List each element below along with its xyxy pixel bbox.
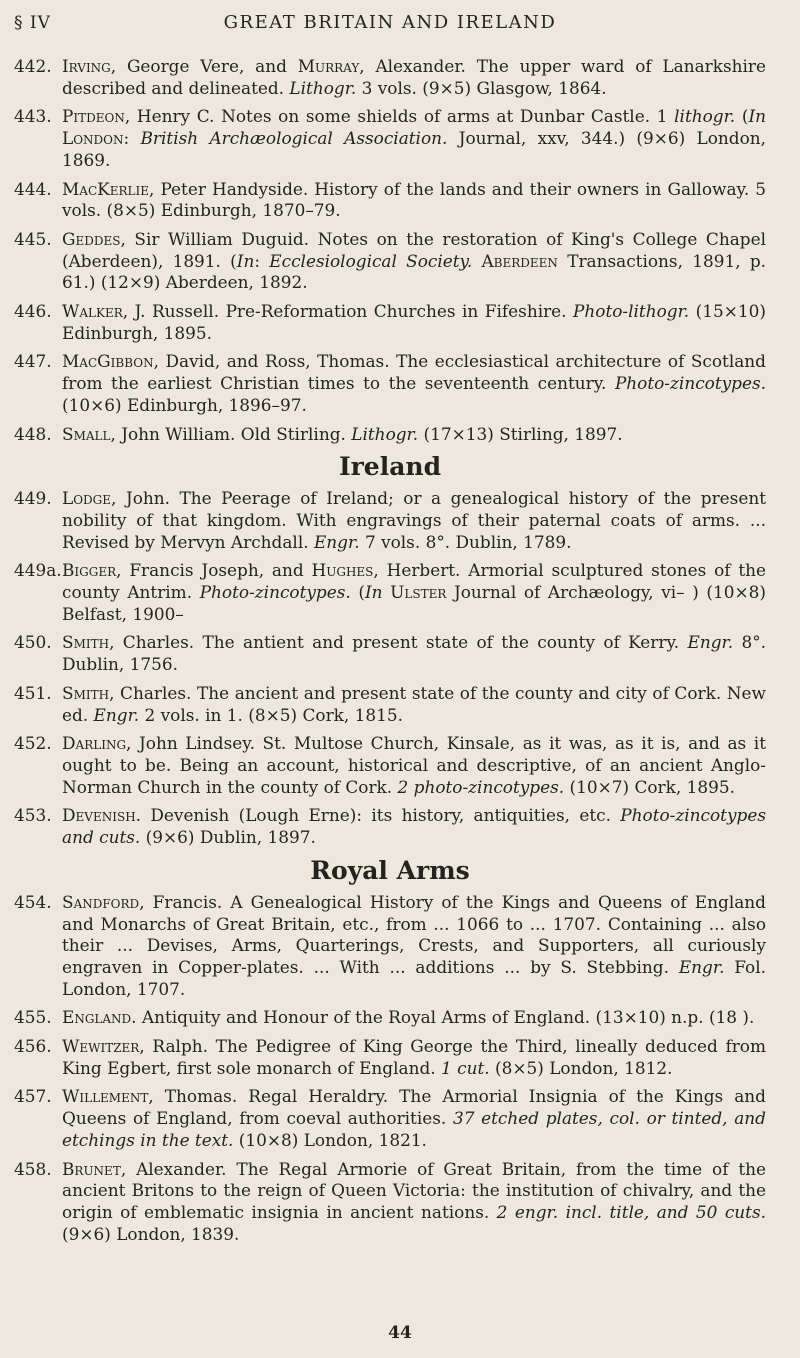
- entry-number: 455.: [14, 1007, 52, 1028]
- italic-text: Lithogr.: [351, 423, 419, 444]
- entry-text: [62, 351, 766, 416]
- plain-text: Fol. London, 1707.: [62, 956, 767, 999]
- entry: [14, 351, 766, 416]
- italic-text: 37 etched plates, col. or tinted, and etchings in the text.: [62, 1108, 766, 1150]
- plain-text: , David, and Ross, Thomas. The ecclesiastical architecture of Scotland from the earliest Christian times to the seventeenth century.: [62, 351, 766, 394]
- plain-text: (8×5) London, 1812.: [489, 1057, 673, 1078]
- entry-number: 458.: [14, 1158, 52, 1179]
- italic-text: In: [748, 106, 766, 127]
- author-name: Bigger: [62, 560, 117, 581]
- plain-text: , John. The Peerage of Ireland; or a genealogical history of the present nobility of that kingdom. With engravings of their paternal coats of arms. ... Revised by Mervyn Archdall.: [62, 488, 766, 552]
- italic-text: 1 cut.: [441, 1057, 490, 1078]
- entry-text: [62, 229, 766, 294]
- entry: [14, 424, 766, 446]
- entry: [14, 733, 766, 798]
- plain-text: , George Vere, and: [110, 56, 298, 76]
- italic-text: lithogr.: [674, 106, 736, 127]
- plain-text: (10×6) Edinburgh, 1896–97.: [62, 394, 307, 415]
- entry-number: 457.: [14, 1086, 52, 1107]
- plain-text: , Herbert. Armorial sculptured stones of the county Antrim.: [62, 560, 766, 603]
- italic-text: Photo-zincotypes and cuts.: [62, 805, 766, 848]
- author-name: Willement: [62, 1086, 149, 1107]
- section-heading-royal-arms: Royal Arms: [310, 855, 470, 885]
- author-name: Ulster: [382, 582, 447, 603]
- author-name: Aberdeen: [472, 250, 558, 271]
- entry-number: 443.: [14, 106, 52, 127]
- author-name: Walker: [62, 301, 123, 322]
- entry: [14, 301, 766, 344]
- author-name: Brunet: [62, 1158, 121, 1179]
- italic-text: In: [364, 582, 383, 603]
- plain-text: 7 vols. 8°. Dublin, 1789.: [359, 531, 572, 552]
- page-number: 44: [388, 1323, 412, 1343]
- author-name: MacGibbon: [62, 351, 154, 372]
- plain-text: Transactions, 1891, p. 61.) (12×9) Aberdeen, 1892.: [62, 250, 767, 293]
- entry-number: 453.: [14, 805, 52, 826]
- author-name: Irving: [62, 56, 111, 76]
- entry-text: [62, 1007, 766, 1029]
- entry-text: [62, 683, 766, 726]
- entry-number: 450.: [14, 632, 52, 653]
- entry: [14, 1159, 766, 1246]
- entry: [14, 632, 766, 675]
- entry: [14, 1007, 766, 1029]
- plain-text: (17×13) Stirling, 1897.: [418, 423, 623, 444]
- author-name: Murray: [297, 56, 360, 76]
- entry-text: [62, 1086, 766, 1151]
- entry-text: [62, 1036, 766, 1079]
- plain-text: , Francis. A Genealogical History of the Kings and Queens of England and Monarchs of Great Britain, etc., from ... 1066 to ... 1707. Containing ... also their ... Devises, Arms, Quarterings, Crests, and Supporters, all curiously engraven in Copper-plates. ... With ... additions ... by S. Stebbing.: [62, 891, 766, 977]
- section-number: § IV: [14, 13, 51, 33]
- author-name: Hughes: [311, 560, 374, 581]
- entry-text: [62, 301, 766, 344]
- plain-text: . Antiquity and Honour of the Royal Arms of England. (13×10) n.p. (18 ).: [131, 1007, 755, 1028]
- entry: [14, 560, 766, 625]
- entry-number: 446.: [14, 301, 52, 322]
- plain-text: . Devenish (Lough Erne): its history, antiquities, etc.: [135, 805, 621, 826]
- entry: [14, 892, 766, 1001]
- entries-scotland: [14, 56, 766, 445]
- entry-text: [62, 488, 766, 553]
- plain-text: (10×8) London, 1821.: [233, 1129, 427, 1150]
- entries-royal-arms: [14, 892, 766, 1246]
- entry-text: [62, 632, 766, 675]
- author-name: Lodge: [62, 488, 112, 509]
- entry-text: [62, 1159, 766, 1246]
- italic-text: In: [236, 250, 255, 271]
- entry-text: [62, 892, 766, 1001]
- section-heading-ireland: Ireland: [338, 452, 442, 482]
- entry-text: [62, 56, 766, 99]
- entry-number: 448.: [14, 423, 52, 444]
- author-name: Small: [62, 423, 111, 444]
- entry: [14, 683, 766, 726]
- author-name: Pitdeon: [62, 106, 125, 127]
- plain-text: (15×10) Edinburgh, 1895.: [62, 301, 766, 343]
- entry-text: [62, 733, 766, 798]
- plain-text: , Charles. The ancient and present state of the county and city of Cork. New ed.: [62, 682, 766, 725]
- entry: [14, 1086, 766, 1151]
- plain-text: 3 vols. (9×5) Glasgow, 1864.: [356, 77, 607, 98]
- entry-number: 442.: [14, 56, 52, 76]
- plain-text: , John William. Old Stirling.: [110, 423, 352, 444]
- plain-text: 2 vols. in 1. (8×5) Cork, 1815.: [139, 704, 403, 725]
- entry-number: 449.: [14, 488, 52, 509]
- italic-text: Lithogr.: [289, 77, 357, 98]
- entry-number: 445.: [14, 228, 52, 249]
- italic-text: Engr.: [313, 531, 360, 552]
- plain-text: , Ralph. The Pedigree of King George the Third, lineally deduced from King Egbert, first sole monarch of England.: [62, 1036, 766, 1078]
- plain-text: Journal of Archæology, vi– ) (10×8) Belfast, 1900–: [62, 582, 766, 624]
- plain-text: , J. Russell. Pre-Reformation Churches in Fifeshire.: [122, 301, 574, 322]
- author-name: Geddes: [62, 228, 121, 249]
- plain-text: (9×6) London, 1839.: [62, 1223, 240, 1244]
- italic-text: Engr.: [93, 704, 140, 725]
- author-name: Sandford: [62, 891, 140, 912]
- plain-text: , Henry C. Notes on some shields of arms at Dunbar Castle. 1: [124, 106, 675, 127]
- plain-text: (: [735, 106, 749, 127]
- running-title: GREAT BRITAIN AND IRELAND: [223, 12, 557, 33]
- entry: [14, 106, 766, 171]
- italic-text: Ecclesiological Society.: [269, 250, 473, 271]
- entry: [14, 1036, 766, 1079]
- entry-text: [62, 805, 766, 848]
- plain-text: , Charles. The antient and present state of the county of Kerry.: [109, 632, 688, 653]
- italic-text: 2 engr. incl. title, and 50 cuts.: [496, 1201, 766, 1222]
- entry: [14, 56, 766, 99]
- entry: [14, 179, 766, 222]
- plain-text: , Francis Joseph, and: [116, 560, 312, 581]
- entries-ireland: [14, 488, 766, 849]
- plain-text: , Peter Handyside. History of the lands and their owners in Galloway. 5 vols. (8×5) Edinburgh, 1870–79.: [62, 178, 766, 221]
- plain-text: :: [123, 128, 141, 149]
- entry-number: 449a.: [14, 560, 62, 581]
- entry-text: [62, 560, 766, 625]
- italic-text: British Archæological Association.: [140, 128, 459, 149]
- italic-text: Engr.: [687, 632, 734, 653]
- author-name: Darling: [62, 733, 127, 754]
- author-name: MacKerlie: [62, 178, 150, 199]
- italic-text: Engr.: [678, 956, 725, 977]
- entry-text: [62, 106, 766, 171]
- entries: [14, 56, 766, 1245]
- entry-text: [62, 424, 766, 446]
- plain-text: , Sir William Duguid. Notes on the restoration of King's College Chapel (Aberdeen), 1891. (: [62, 228, 766, 271]
- plain-text: (10×7) Cork, 1895.: [564, 776, 735, 797]
- author-name: Wewitzer: [62, 1036, 140, 1057]
- italic-text: Photo-lithogr.: [573, 301, 690, 322]
- entry-number: 454.: [14, 891, 52, 912]
- entry-number: 444.: [14, 178, 52, 199]
- plain-text: Journal, xxv, 344.) (9×6) London, 1869.: [62, 128, 766, 170]
- entry-number: 447.: [14, 351, 52, 372]
- italic-text: Photo-zincotypes.: [199, 582, 351, 603]
- plain-text: , Alexander. The Regal Armorie of Great Britain, from the time of the ancient Britons to the reign of Queen Victoria: the institution of chivalry, and the origin of emblematic insignia in ancient nations.: [62, 1158, 766, 1222]
- italic-text: Photo-zincotypes.: [614, 373, 766, 394]
- running-head: [14, 12, 766, 38]
- author-name: London: [62, 128, 124, 149]
- plain-text: (9×6) Dublin, 1897.: [140, 827, 316, 848]
- entry-number: 456.: [14, 1036, 52, 1057]
- author-name: Smith: [62, 632, 110, 653]
- entry-text: [62, 179, 766, 222]
- author-name: Smith: [62, 682, 110, 703]
- plain-text: (: [350, 582, 365, 603]
- entry-number: 451.: [14, 682, 52, 703]
- author-name: England: [62, 1007, 132, 1028]
- entry-number: 452.: [14, 733, 52, 754]
- plain-text: , Alexander. The upper ward of Lanarkshire described and delineated.: [62, 56, 766, 98]
- plain-text: , John Lindsey. St. Multose Church, Kinsale, as it was, as it is, and as it ought to be. Being an account, historical and descriptive, of an ancient Anglo-Norman Church in the county of Cork.: [62, 733, 766, 797]
- author-name: Devenish: [62, 805, 136, 826]
- entry: [14, 488, 766, 553]
- entry: [14, 805, 766, 848]
- plain-text: , Thomas. Regal Heraldry. The Armorial Insignia of the Kings and Queens of England, from coeval authorities.: [62, 1086, 766, 1129]
- plain-text: 8°. Dublin, 1756.: [62, 632, 767, 675]
- plain-text: :: [254, 250, 270, 271]
- entry: [14, 229, 766, 294]
- italic-text: 2 photo-zincotypes.: [397, 776, 565, 797]
